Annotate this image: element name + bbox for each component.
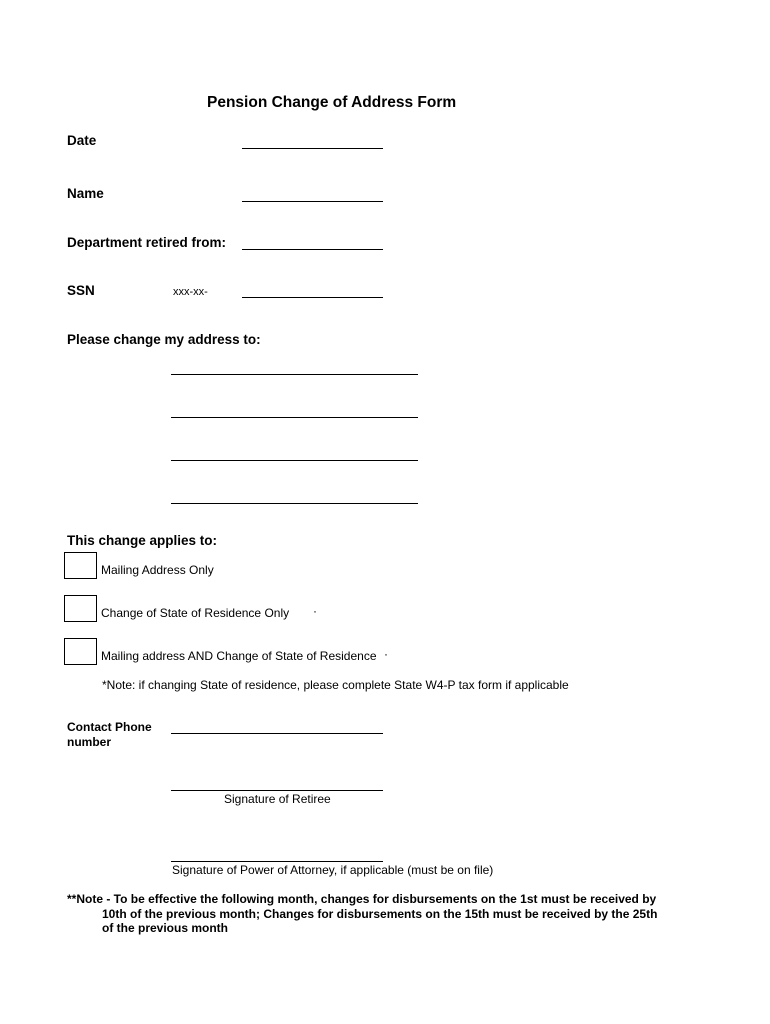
mailing-and-state-mark: · xyxy=(384,647,388,661)
form-title: Pension Change of Address Form xyxy=(207,94,457,111)
department-label: Department retired from: xyxy=(67,235,227,250)
address-line-2[interactable] xyxy=(171,417,418,418)
mailing-and-state-checkbox[interactable] xyxy=(64,638,97,665)
contact-phone-label-line2: number xyxy=(67,735,112,749)
department-field[interactable] xyxy=(242,249,383,250)
address-line-4[interactable] xyxy=(171,503,418,504)
retiree-signature-field[interactable] xyxy=(171,790,383,791)
state-only-checkbox[interactable] xyxy=(64,595,97,622)
mailing-and-state-label: Mailing address AND Change of State of Residence xyxy=(101,649,377,663)
name-field[interactable] xyxy=(242,201,383,202)
ssn-prefix: xxx-xx- xyxy=(173,286,208,298)
poa-signature-field[interactable] xyxy=(171,861,383,862)
mailing-only-checkbox[interactable] xyxy=(64,552,97,579)
poa-signature-label: Signature of Power of Attorney, if applicable (must be on file) xyxy=(172,863,494,877)
retiree-signature-label: Signature of Retiree xyxy=(224,792,331,806)
contact-phone-field[interactable] xyxy=(171,733,383,734)
state-only-mark: · xyxy=(313,604,317,618)
footer-note xyxy=(67,892,657,936)
contact-phone-label-line1: Contact Phone xyxy=(67,720,152,734)
name-label: Name xyxy=(67,186,104,201)
state-only-label: Change of State of Residence Only xyxy=(101,606,290,620)
date-field[interactable] xyxy=(242,148,383,149)
address-line-1[interactable] xyxy=(171,374,418,375)
contact-phone-label xyxy=(67,720,152,750)
footer-note-line3: of the previous month xyxy=(102,921,228,935)
address-label: Please change my address to: xyxy=(67,332,261,347)
address-line-3[interactable] xyxy=(171,460,418,461)
applies-label: This change applies to: xyxy=(67,533,218,548)
ssn-label: SSN xyxy=(67,283,95,298)
ssn-field[interactable] xyxy=(242,297,383,298)
mailing-only-label: Mailing Address Only xyxy=(101,563,214,577)
date-label: Date xyxy=(67,133,97,148)
residence-note: *Note: if changing State of residence, please complete State W4-P tax form if applicable xyxy=(102,678,569,692)
footer-note-line2: 10th of the previous month; Changes for disbursements on the 15th must be received by the 25th xyxy=(102,906,658,921)
footer-note-line1: **Note - To be effective the following month, changes for disbursements on the 1st must be received by xyxy=(67,892,657,906)
